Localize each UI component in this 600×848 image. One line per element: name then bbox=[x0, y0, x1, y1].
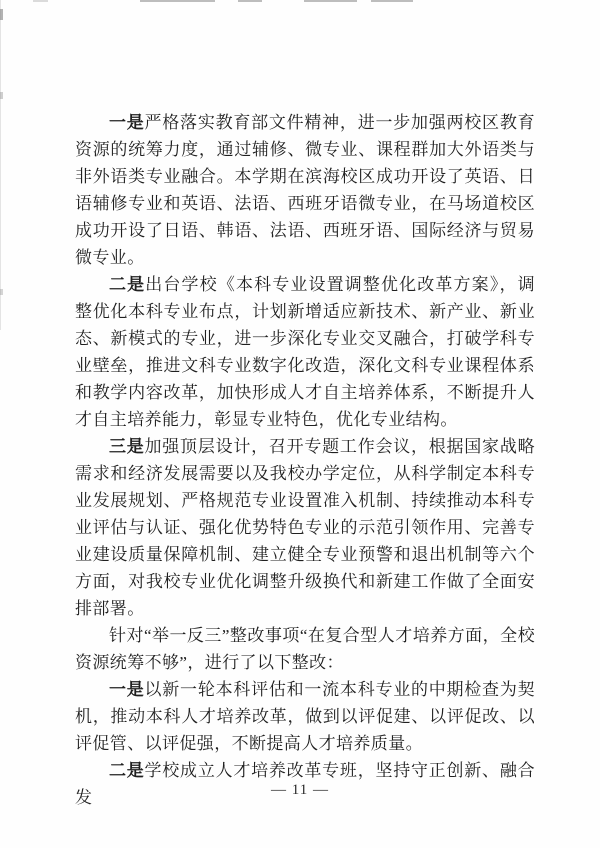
scan-artifact bbox=[0, 9, 3, 20]
paragraph-text: 严格落实教育部文件精神，进一步加强两校区教育资源的统筹力度，通过辅修、微专业、课程群加大外语类与非外语类专业融合。本学期在滨海校区成功开设了英语、日语辅修专业和英语、法语、西班牙语微专业，在马场道校区成功开设了日语、韩语、法语、西班牙语、国际经济与贸易微专业。 bbox=[75, 113, 535, 267]
paragraph-text: 加强顶层设计，召开专题工作会议，根据国家战略需求和经济发展需要以及我校办学定位，从科学制定本科专业发展规划、严格规范专业设置准入机制、持续推动本科专业评估与认证、强化优势特色专业的示范引领作用、完善专业建设质量保障机制、建立健全专业预警和退出机制等六个方面，对我校专业优化调整升级换代和新建工作做了全面安排部署。 bbox=[75, 437, 535, 618]
document-body bbox=[75, 109, 535, 811]
scan-artifact bbox=[140, 0, 215, 2]
paragraph-1 bbox=[75, 109, 535, 271]
paragraph-lead: 一是 bbox=[109, 680, 145, 699]
scan-artifact bbox=[0, 92, 3, 99]
paragraph-lead: 二是 bbox=[109, 275, 146, 294]
paragraph-2 bbox=[75, 271, 535, 433]
paragraph-text: 针对“举一反三”整改事项“在复合型人才培养方面，全校资源统筹不够”，进行了以下整改： bbox=[75, 626, 535, 672]
paragraph-5 bbox=[75, 676, 535, 757]
scan-artifact bbox=[0, 0, 1, 330]
scan-artifact bbox=[33, 0, 48, 2]
paragraph-4 bbox=[75, 622, 535, 676]
paragraph-text: 出台学校《本科专业设置调整优化改革方案》，调整优化本科专业布点，计划新增适应新技术、新产业、新业态、新模式的专业，进一步深化专业交叉融合，打破学科专业壁垒，推进文科专业数字化改造，深化文科专业课程体系和教学内容改革，加快形成人才自主培养体系，不断提升人才自主培养能力，彰显专业特色，优化专业结构。 bbox=[75, 275, 535, 429]
page-number: — 11 — bbox=[271, 782, 329, 798]
paragraph-lead: 一是 bbox=[109, 113, 145, 132]
scan-artifact bbox=[304, 0, 357, 2]
paragraph-lead: 三是 bbox=[109, 437, 145, 456]
paragraph-3 bbox=[75, 433, 535, 622]
paragraph-text: 以新一轮本科评估和一流本科专业的中期检查为契机，推动本科人才培养改革，做到以评促建、以评促改、以评促管、以评促强，不断提高人才培养质量。 bbox=[75, 680, 535, 753]
paragraph-lead: 二是 bbox=[109, 761, 145, 780]
paragraph-text: 学校成立人才培养改革专班，坚持守正创新、融合发 bbox=[75, 761, 535, 807]
scan-artifact bbox=[0, 289, 3, 295]
scan-artifact bbox=[371, 0, 413, 2]
scan-artifact bbox=[238, 0, 262, 2]
